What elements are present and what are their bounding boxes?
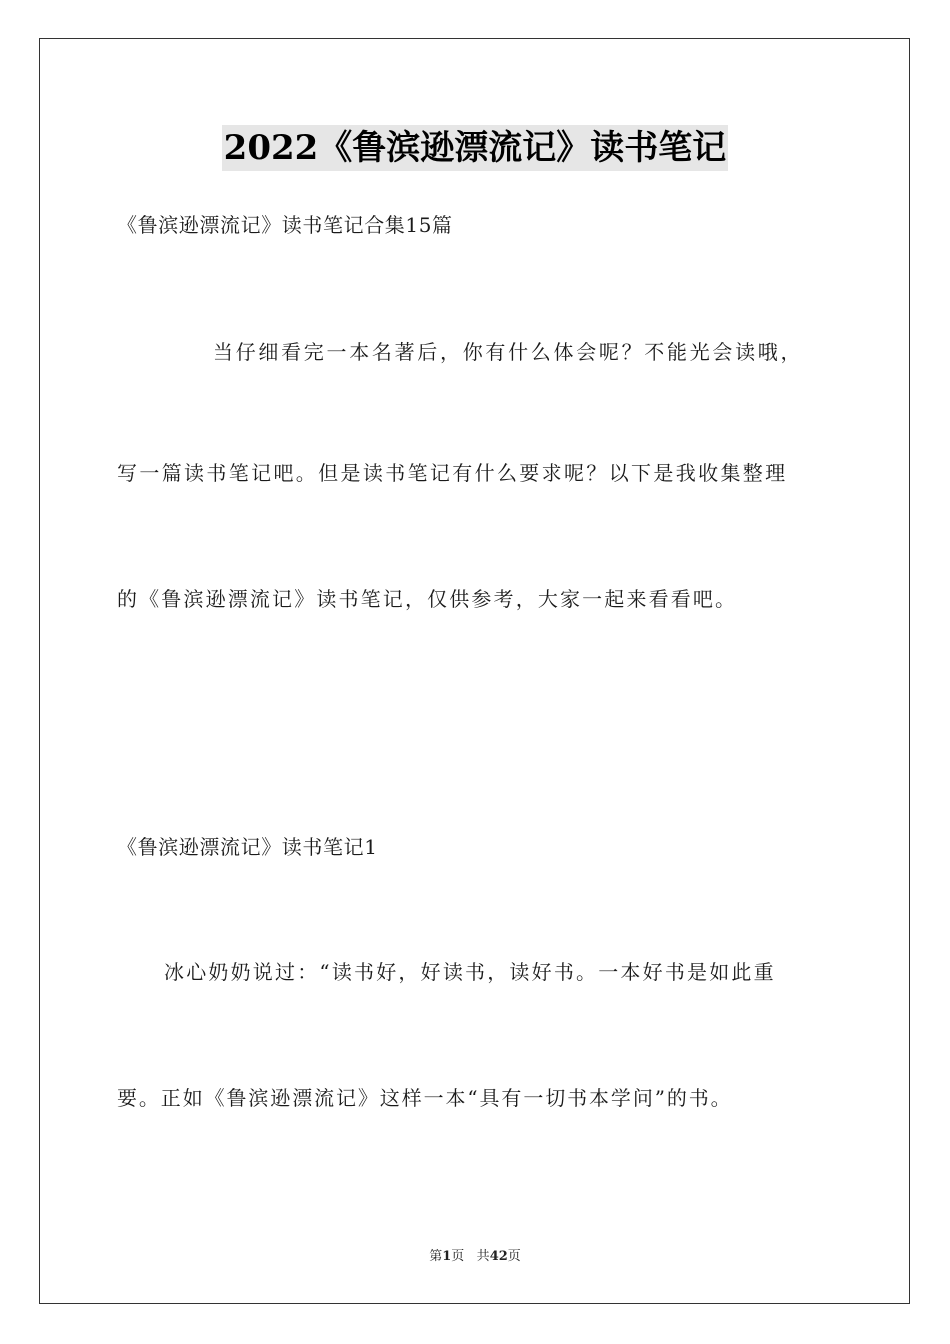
intro-paragraph-line-3: 的《鲁滨逊漂流记》读书笔记，仅供参考，大家一起来看看吧。 <box>117 587 738 611</box>
document-title: 2022《鲁滨逊漂流记》读书笔记 <box>222 125 729 171</box>
intro-paragraph-line-1: 当仔细看完一本名著后，你有什么体会呢？不能光会读哦， <box>213 340 804 364</box>
total-pages-number: 42 <box>489 1249 508 1264</box>
intro-paragraph-line-2: 写一篇读书笔记吧。但是读书笔记有什么要求呢？以下是我收集整理 <box>117 461 788 485</box>
section-1-paragraph-line-1: 冰心奶奶说过：“读书好，好读书，读好书。一本好书是如此重 <box>164 960 776 984</box>
current-page-number: 1 <box>442 1249 452 1264</box>
section-1-heading: 《鲁滨逊漂流记》读书笔记1 <box>117 835 378 859</box>
page-footer <box>0 1248 950 1266</box>
page-label-suffix: 页 <box>451 1249 465 1264</box>
total-label-suffix: 页 <box>507 1249 521 1264</box>
total-label-prefix: 共 <box>476 1249 490 1264</box>
collection-subtitle: 《鲁滨逊漂流记》读书笔记合集15篇 <box>117 213 453 237</box>
section-1-paragraph-line-2: 要。正如《鲁滨逊漂流记》这样一本“具有一切书本学问”的书。 <box>117 1086 733 1110</box>
title-container <box>0 125 950 171</box>
page-label-prefix: 第 <box>429 1249 443 1264</box>
